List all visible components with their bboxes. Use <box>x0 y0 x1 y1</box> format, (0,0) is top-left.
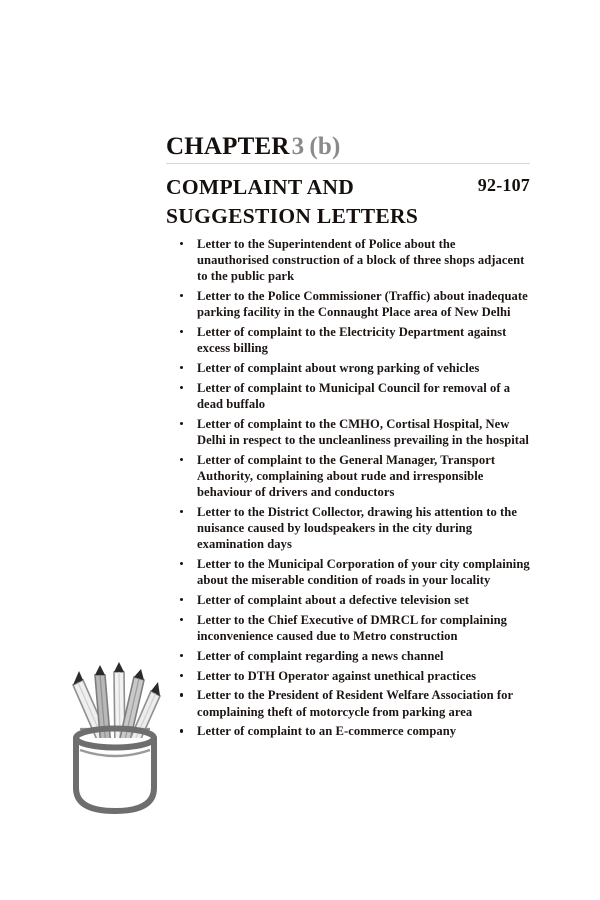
chapter-header <box>166 133 530 230</box>
chapter-subpart: (b) <box>309 133 341 160</box>
list-item-label: Letter to the Superintendent of Police about the unauthorised construction of a block of three shops adjacent to the public park <box>197 237 525 284</box>
bullet-icon <box>180 598 183 601</box>
list-item <box>178 360 530 376</box>
pencil-cup-illustration <box>54 658 176 823</box>
list-item <box>178 236 530 285</box>
bullet-icon <box>180 386 183 389</box>
list-item <box>178 668 530 684</box>
page-title-line-2: SUGGESTION LETTERS <box>166 203 419 228</box>
bullet-icon <box>180 366 183 369</box>
list-item <box>178 416 530 448</box>
bullet-icon <box>180 242 183 245</box>
contents-list <box>178 236 530 743</box>
bullet-icon <box>180 729 183 732</box>
list-item-label: Letter of complaint to the CMHO, Cortisal Hospital, New Delhi in respect to the uncleanliness prevailing in the hospital <box>197 416 529 448</box>
cup-body <box>76 729 154 812</box>
page-range: 92-107 <box>477 175 530 195</box>
list-item-label: Letter to the Municipal Corporation of your city complaining about the miserable condition of roads in your locality <box>197 557 530 588</box>
list-item <box>178 612 530 644</box>
list-item <box>178 288 530 320</box>
list-item <box>178 504 530 553</box>
list-item <box>178 592 530 608</box>
list-item-label: Letter of complaint to the Electricity Department against excess billing <box>197 325 507 356</box>
list-item-label: Letter of complaint to an E-commerce company <box>197 724 457 739</box>
page-title <box>166 173 418 230</box>
bullet-icon <box>180 618 183 621</box>
list-item <box>178 687 530 719</box>
list-item-label: Letter of complaint to the General Manager, Transport Authority, complaining about rude and irresponsible behaviour of drivers and conductors <box>197 452 496 500</box>
list-item <box>178 723 530 739</box>
bullet-icon <box>180 422 183 425</box>
bullet-icon <box>180 510 183 513</box>
list-item-label: Letter to the District Collector, drawing his attention to the nuisance caused by loudspeakers in the city during examination days <box>197 505 517 552</box>
list-item <box>178 556 530 588</box>
bullet-icon <box>180 294 183 297</box>
list-item-label: Letter of complaint to Municipal Council for removal of a dead buffalo <box>197 380 511 412</box>
list-item-label: Letter of complaint regarding a news channel <box>197 648 444 663</box>
header-divider <box>166 163 530 164</box>
list-item <box>178 648 530 664</box>
list-item-label: Letter to the Police Commissioner (Traffic) about inadequate parking facility in the Connaught Place area of New Delhi <box>197 289 528 320</box>
pencils-group <box>73 662 160 750</box>
list-item <box>178 324 530 356</box>
list-item <box>178 380 530 412</box>
bullet-icon <box>180 693 183 696</box>
chapter-number: 3 <box>291 133 305 160</box>
list-item-label: Letter to DTH Operator against unethical practices <box>197 668 477 683</box>
bullet-icon <box>180 562 183 565</box>
chapter-heading <box>166 133 530 160</box>
list-item <box>178 452 530 501</box>
bullet-icon <box>180 330 183 333</box>
title-row <box>166 173 530 230</box>
list-item-label: Letter of complaint about wrong parking of vehicles <box>197 361 480 376</box>
list-item-label: Letter to the President of Resident Welfare Association for complaining theft of motorcycle from parking area <box>197 688 513 719</box>
bullet-icon <box>180 674 183 677</box>
list-item-label: Letter to the Chief Executive of DMRCL for complaining inconvenience caused due to Metro construction <box>197 612 508 644</box>
bullet-icon <box>180 458 183 461</box>
chapter-label: CHAPTER <box>166 133 290 160</box>
list-item-label: Letter of complaint about a defective television set <box>197 593 470 608</box>
page-title-line-1: COMPLAINT AND <box>166 175 355 199</box>
bullet-icon <box>180 654 183 657</box>
